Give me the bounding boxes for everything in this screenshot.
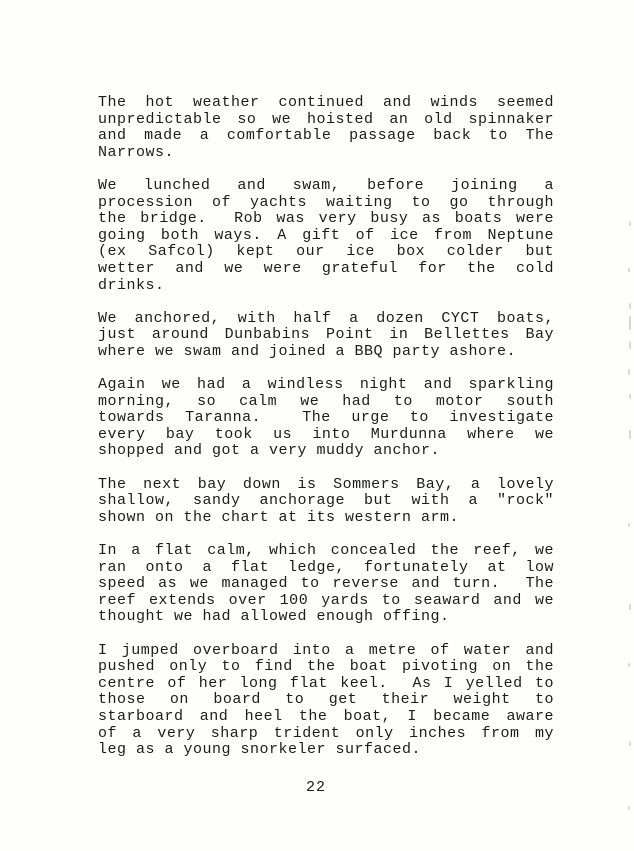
text-line: every bay took us into Murdunna where we	[98, 425, 554, 443]
text-line: just around Dunbabins Point in Bellettes Bay	[98, 326, 554, 344]
paragraph	[98, 477, 554, 527]
text-line: shopped and got a very muddy anchor.	[98, 442, 441, 460]
text-line: procession of yachts waiting to go through	[98, 193, 554, 211]
text-line: of a very sharp trident only inches from my	[98, 724, 554, 742]
text-line: Again we had a windless night and sparkling	[98, 376, 554, 394]
text-line: ran onto a flat ledge, fortunately at low	[98, 558, 554, 576]
text-line: centre of her long flat keel. As I yelled to	[98, 674, 554, 692]
text-line: the bridge. Rob was very busy as boats were	[98, 210, 554, 228]
text-line: those on board to get their weight to	[98, 691, 554, 709]
text-line: (ex Safcol) kept our ice box colder but	[98, 243, 554, 261]
text-line: and made a comfortable passage back to The	[98, 127, 554, 145]
text-line: starboard and heel the boat, I became aware	[98, 707, 554, 725]
text-line: reef extends over 100 yards to seaward and we	[98, 591, 554, 609]
text-line: morning, so calm we had to motor south	[98, 392, 554, 410]
text-line: shallow, sandy anchorage but with a "rock"	[98, 492, 554, 510]
paragraph	[98, 377, 554, 460]
text-line: Narrows.	[98, 143, 175, 161]
text-line: thought we had allowed enough offing.	[98, 608, 450, 626]
text-line: towards Taranna. The urge to investigate	[98, 409, 554, 427]
paragraph	[98, 543, 554, 626]
text-line: The hot weather continued and winds seemed	[98, 94, 554, 111]
text-line: going both ways. A gift of ice from Neptune	[98, 226, 554, 244]
text-line: In a flat calm, which concealed the reef, we	[98, 542, 554, 560]
paragraph	[98, 95, 554, 161]
text-line: leg as a young snorkeler surfaced.	[98, 741, 422, 759]
page-number: 22	[305, 779, 326, 796]
text-line: speed as we managed to reverse and turn. The	[98, 575, 554, 593]
text-line: drinks.	[98, 276, 165, 294]
text-line: pushed only to find the boat pivoting on the	[98, 658, 554, 676]
text-block	[98, 95, 554, 759]
text-line: unpredictable so we hoisted an old spinnaker	[98, 110, 554, 128]
text-line: The next bay down is Sommers Bay, a lovely	[98, 475, 554, 493]
text-line: I jumped overboard into a metre of water and	[98, 641, 554, 659]
text-line: where we swam and joined a BBQ party ashore.	[98, 342, 517, 360]
text-line: wetter and we were grateful for the cold	[98, 259, 554, 277]
text-line: We anchored, with half a dozen CYCT boats,	[98, 309, 554, 327]
paragraph	[98, 643, 554, 759]
text-line: shown on the chart at its western arm.	[98, 508, 460, 526]
paragraph	[98, 311, 554, 361]
text-line: We lunched and swam, before joining a	[98, 176, 554, 194]
paragraph	[98, 178, 554, 294]
